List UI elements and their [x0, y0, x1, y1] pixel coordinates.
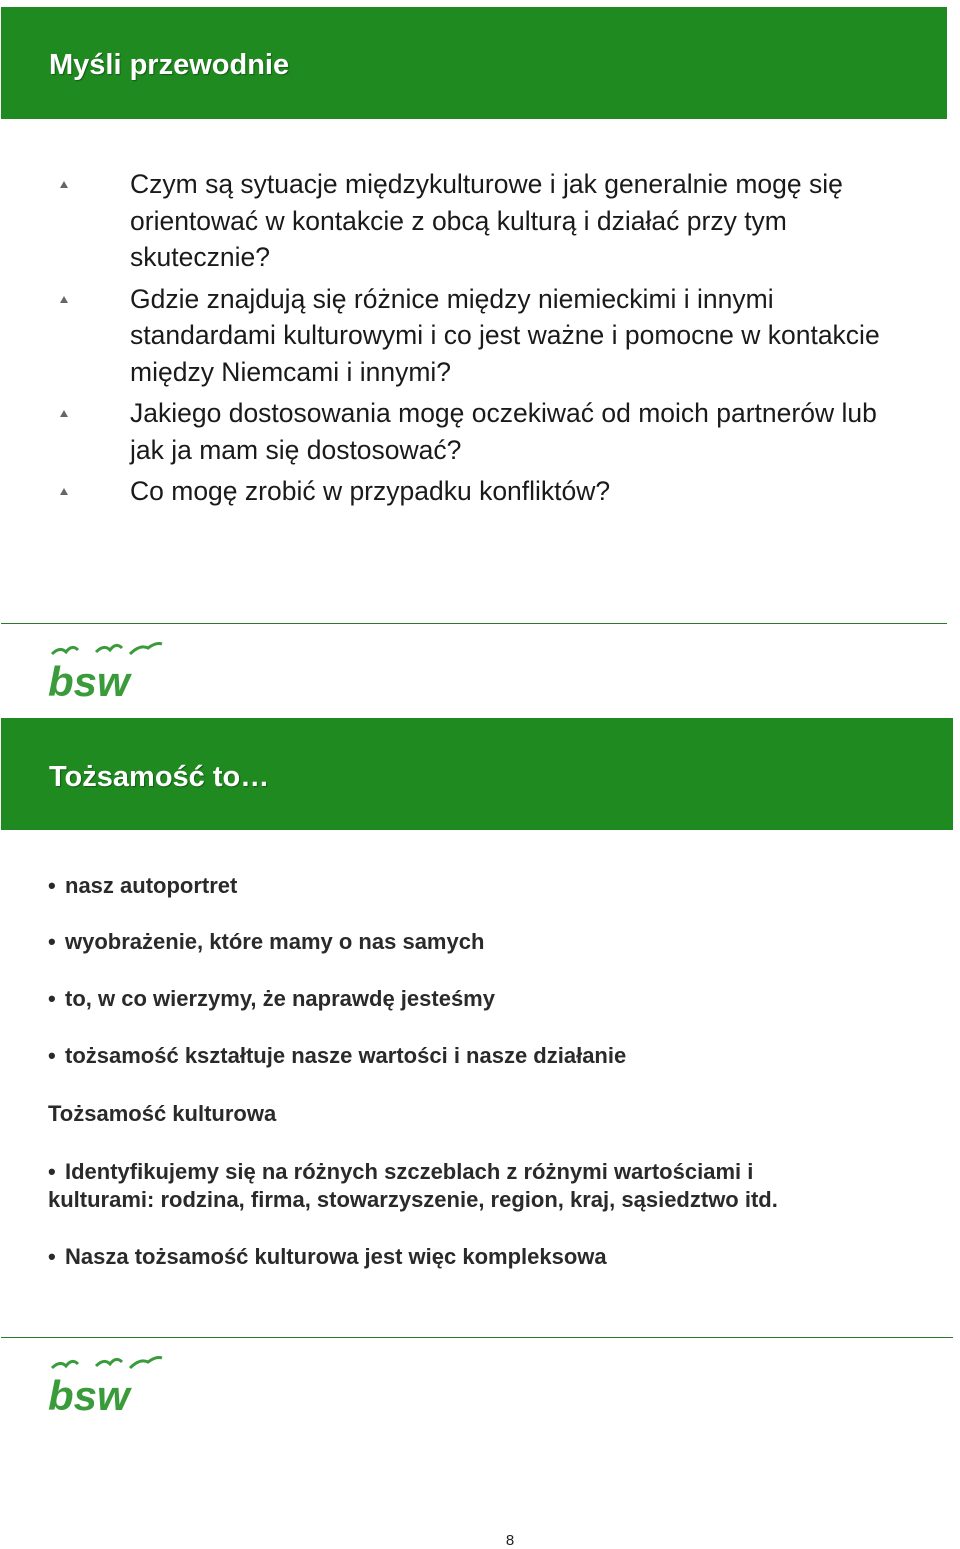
bullet-icon: •	[48, 929, 56, 954]
subheading: Tożsamość kulturowa	[48, 1101, 277, 1126]
svg-text:bsw: bsw	[48, 658, 130, 702]
list-item	[60, 473, 880, 510]
question-text: Czym są sytuacje międzykulturowe i jak generalnie mogę się orientować w kontakcie z obcą kulturą i działać przy tym skutecznie?	[130, 169, 843, 272]
triangle-bullet-icon	[60, 180, 68, 188]
slide2-title-banner	[1, 718, 953, 830]
item-text: wyobrażenie, które mamy o nas samych	[65, 929, 485, 954]
slide2-divider	[1, 1337, 953, 1338]
question-text: Co mogę zrobić w przypadku konfliktów?	[130, 476, 611, 506]
item-text: Nasza tożsamość kulturowa jest więc kompleksowa	[65, 1244, 607, 1269]
bullet-icon: •	[48, 1159, 56, 1184]
list-item	[60, 395, 880, 468]
item-text: nasz autoportret	[65, 873, 238, 898]
page-number: 8	[505, 1532, 515, 1549]
list-item	[48, 872, 237, 900]
list-item	[48, 1158, 848, 1214]
list-item	[48, 928, 484, 956]
question-text: Gdzie znajdują się różnice między niemieckimi i innymi standardami kulturowymi i co jest ważne i pomocne w kontakcie między Niemcami i innymi?	[130, 283, 880, 387]
list-item	[60, 166, 880, 276]
bsw-logo	[38, 640, 168, 702]
item-text: tożsamość kształtuje nasze wartości i nasze działanie	[65, 1043, 627, 1068]
slide1-title: Myśli przewodnie	[49, 49, 290, 81]
svg-text:bsw: bsw	[48, 1372, 130, 1416]
bullet-icon: •	[48, 1043, 56, 1068]
question-text: Jakiego dostosowania mogę oczekiwać od moich partnerów lub jak ja mam się dostosować?	[130, 398, 877, 465]
slide1-question-list	[60, 166, 880, 515]
list-item	[48, 1042, 626, 1070]
list-item	[48, 1243, 607, 1271]
bullet-icon: •	[48, 873, 56, 898]
bullet-icon: •	[48, 1244, 56, 1269]
slide2-title: Tożsamość to…	[49, 761, 270, 793]
list-item	[60, 281, 880, 391]
list-item	[48, 985, 495, 1013]
item-text: Identyfikujemy się na różnych szczeblach z różnymi wartościami i kulturami: rodzina, firma, stowarzyszenie, region, kraj, sąsiedztwo itd.	[48, 1159, 778, 1212]
bsw-logo	[38, 1354, 168, 1416]
item-text: to, w co wierzymy, że naprawdę jesteśmy	[65, 986, 495, 1011]
slide1-divider	[1, 623, 947, 624]
slide1-title-banner	[1, 7, 947, 119]
bullet-icon: •	[48, 986, 56, 1011]
triangle-bullet-icon	[60, 295, 68, 303]
triangle-bullet-icon	[60, 487, 68, 495]
triangle-bullet-icon	[60, 409, 68, 417]
